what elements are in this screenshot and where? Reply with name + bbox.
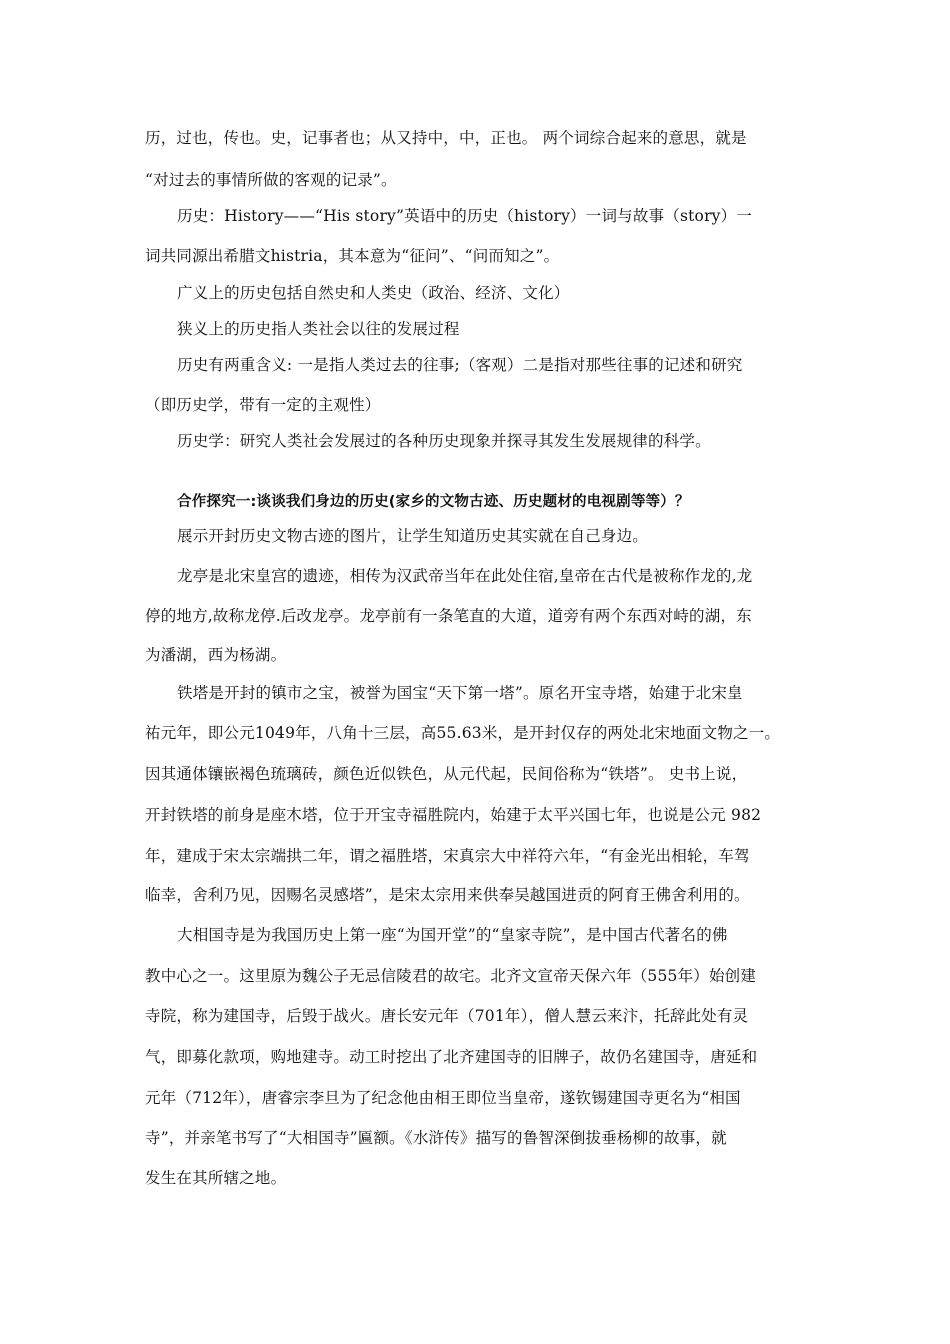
text-line: （即历史学，带有一定的主观性） <box>145 396 381 414</box>
text-line: 历史：History——“His story”英语中的历史（history）一词与故事（story）一 <box>177 207 753 225</box>
text-line: 因其通体镶嵌褐色琉璃砖，颜色近似铁色，从元代起，民间俗称为“铁塔”。 史书上说， <box>145 765 748 783</box>
text-line: 大相国寺是为我国历史上第一座“为国开堂”的“皇家寺院”，是中国古代著名的佛 <box>177 926 728 944</box>
text-line: 历史有两重含义: 一是指人类过去的往事;（客观）二是指对那些往事的记述和研究 <box>177 356 743 374</box>
text-line: 铁塔是开封的镇市之宝，被誉为国宝“天下第一塔”。原名开宝寺塔，始建于北宋皇 <box>177 684 743 702</box>
text-line: 展示开封历史文物古迹的图片，让学生知道历史其实就在自己身边。 <box>177 527 649 545</box>
text-line: 历，过也，传也。史，记事者也；从又持中，中，正也。 两个词综合起来的意思，就是 <box>145 129 747 147</box>
text-line: 年，建成于宋太宗端拱二年，谓之福胜塔，宋真宗大中祥符六年，“有金光出相轮，车驾 <box>145 847 750 865</box>
text-line: 龙亭是北宋皇宫的遗迹，相传为汉武帝当年在此处住宿,皇帝在古代是被称作龙的,龙 <box>177 567 753 585</box>
text-line: 祐元年，即公元1049年，八角十三层，高55.63米，是开封仅存的两处北宋地面文物之一。 <box>145 724 781 742</box>
text-line: 狭义上的历史指人类社会以往的发展过程 <box>177 320 460 338</box>
text-line: 气，即募化款项，购地建寺。动工时挖出了北齐建国寺的旧牌子，故仍名建国寺，唐延和 <box>145 1048 758 1066</box>
text-line: 寺院，称为建国寺，后毁于战火。唐长安元年（701年），僧人慧云来汴，托辞此处有灵 <box>145 1007 749 1025</box>
text-line: 广义上的历史包括自然史和人类史（政治、经济、文化） <box>177 284 570 302</box>
text-line: 教中心之一。这里原为魏公子无忌信陵君的故宅。北齐文宣帝天保六年（555年）始创建 <box>145 967 757 985</box>
section-heading: 合作探究一:谈谈我们身边的历史(家乡的文物古迹、历史题材的电视剧等等）？ <box>177 494 690 510</box>
text-line: 元年（712年），唐睿宗李旦为了纪念他由相王即位当皇帝，遂钦锡建国寺更名为“相国 <box>145 1089 741 1107</box>
text-line: 停的地方,故称龙停.后改龙亭。龙亭前有一条笔直的大道，道旁有两个东西对峙的湖，东 <box>145 607 752 625</box>
text-line: 发生在其所辖之地。 <box>145 1169 287 1187</box>
text-line: 为潘湖，西为杨湖。 <box>145 646 287 664</box>
text-line: 开封铁塔的前身是座木塔，位于开宝寺福胜院内，始建于太平兴国七年，也说是公元 982 <box>145 806 762 824</box>
text-line: 临幸，舍利乃见，因赐名灵感塔”，是宋太宗用来供奉吴越国进贡的阿育王佛舍利用的。 <box>145 886 750 904</box>
text-line: 词共同源出希腊文histria，其本意为“征问”、“问而知之”。 <box>145 247 560 265</box>
text-line: 历史学：研究人类社会发展过的各种历史现象并探寻其发生发展规律的科学。 <box>177 432 711 450</box>
text-line: 寺”，并亲笔书写了“大相国寺”匾额。《水浒传》描写的鲁智深倒拔垂杨柳的故事，就 <box>145 1129 727 1147</box>
text-line: “对过去的事情所做的客观的记录”。 <box>145 171 397 189</box>
